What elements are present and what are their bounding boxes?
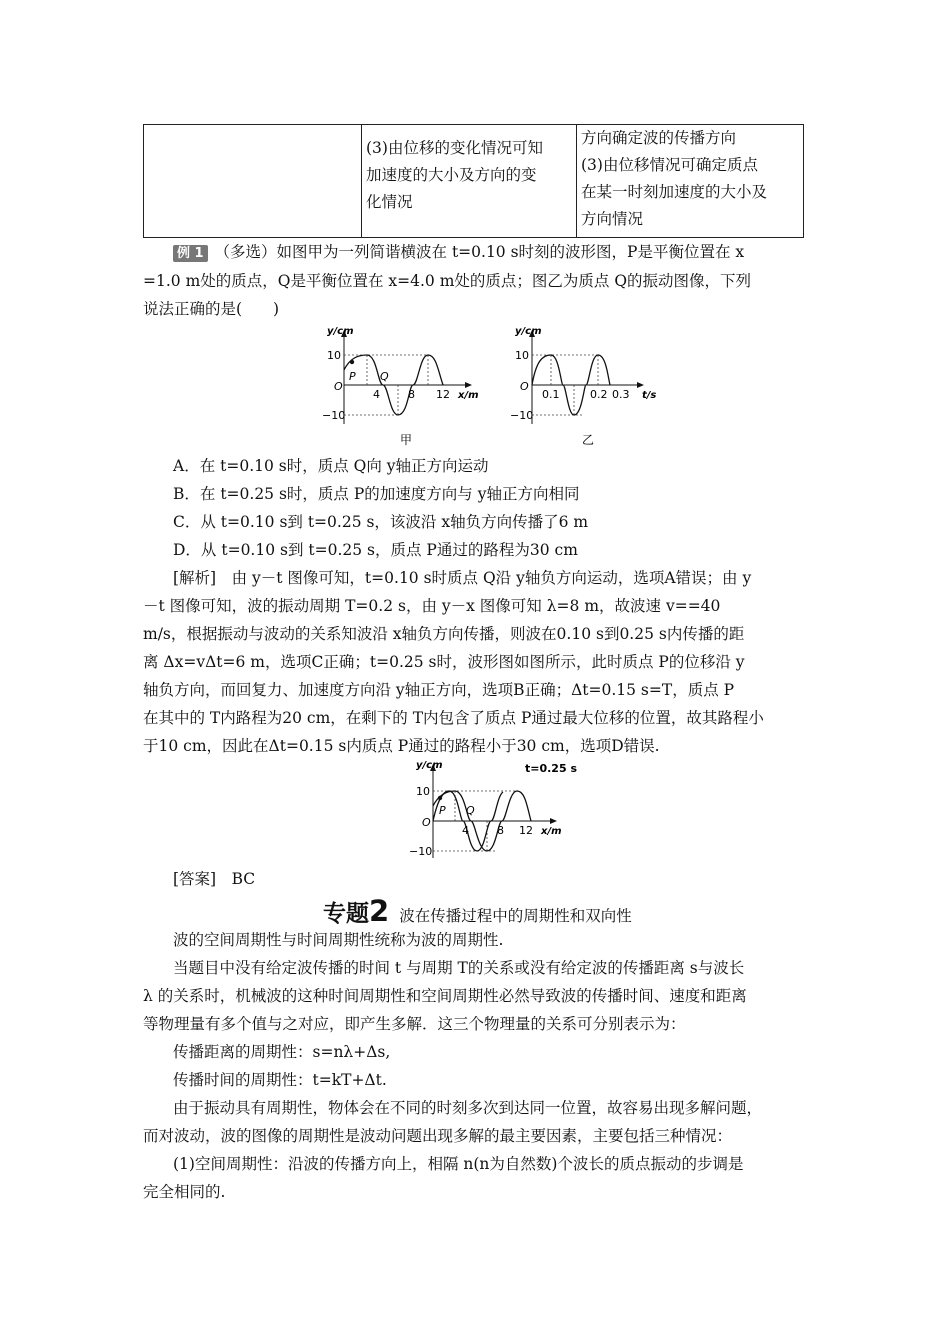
x-axis-label: x/m <box>458 390 479 401</box>
analysis-text: 在其中的 T内路程为20 cm，在剩下的 T内包含了质点 P通过最大位移的位置，故其路程小 <box>143 709 764 727</box>
option-d: D．从 t=0.10 s到 t=0.25 s，质点 P通过的路程为30 cm <box>173 541 578 559</box>
body-text: 由于振动具有周期性，物体会在不同的时刻多次到达同一位置，故容易出现多解问题， <box>173 1099 763 1117</box>
body-text: 当题目中没有给定波传播的时间 t 与周期 T的关系或没有给定波的传播距离 s与波长 <box>173 959 745 977</box>
example-text: 说法正确的是( ) <box>143 300 280 318</box>
figure-yi <box>508 322 668 450</box>
body-text: 等物理量有多个值与之对应，即产生多解．这三个物理量的关系可分别表示为： <box>143 1015 686 1033</box>
origin-label: O <box>422 816 431 829</box>
origin-label: O <box>334 380 343 393</box>
comparison-table <box>143 124 804 238</box>
analysis-text: 离 Δx=vΔt=6 m，选项C正确；t=0.25 s时，波形图如图所示，此时质点 P的位移沿 y <box>143 653 745 671</box>
origin-label: O <box>520 380 529 393</box>
table-cell-mid <box>362 125 577 238</box>
analysis-text: 于10 cm，因此在Δt=0.15 s内质点 P通过的路程小于30 cm，选项D错误. <box>143 737 660 755</box>
table-row <box>144 125 804 238</box>
x-axis-label: x/m <box>541 826 562 837</box>
example-tag: 例 1 <box>173 245 208 262</box>
example-text: （多选）如图甲为一列简谐横波在 t=0.10 s时刻的波形图，P是平衡位置在 x <box>214 243 745 261</box>
topic-title <box>323 894 632 928</box>
y-axis-label: y/cm <box>327 326 354 337</box>
body-text: (1)空间周期性：沿波的传播方向上，相隔 n(n为自然数)个波长的质点振动的步调是 <box>173 1155 744 1173</box>
topic-title-text: 波在传播过程中的周期性和双向性 <box>399 907 632 925</box>
point-p-dot <box>438 796 442 800</box>
x-tick-label: 12 <box>519 824 533 837</box>
body-text: 波的空间周期性与时间周期性统称为波的周期性. <box>173 931 504 949</box>
analysis-text: 轴负方向，而回复力、加速度方向沿 y轴正方向，选项B正确；Δt=0.15 s=T，质点 P <box>143 681 735 699</box>
x-tick-label: 12 <box>436 388 450 401</box>
option-c: C．从 t=0.10 s到 t=0.25 s，该波沿 x轴负方向传播了6 m <box>173 513 589 531</box>
analysis-text: [解析] 由 y－t 图像可知，t=0.10 s时质点 Q沿 y轴负方向运动，选项A错误；由 y <box>173 569 752 587</box>
figure-caption: 甲 <box>400 433 413 447</box>
x-tick-label: 4 <box>462 824 469 837</box>
point-p-label: P <box>349 370 356 383</box>
x-tick-label: 0.2 <box>590 388 608 401</box>
body-text: 完全相同的. <box>143 1183 226 1201</box>
y-tick-label: 10 <box>327 349 341 362</box>
figure-t025 <box>405 758 585 864</box>
analysis-text: －t 图像可知，波的振动周期 T=0.2 s，由 y－x 图像可知 λ=8 m，故波速 v==40 <box>143 597 721 615</box>
point-q-label: Q <box>380 370 389 383</box>
y-axis-label: y/cm <box>416 760 443 771</box>
table-text: (3)由位移情况可确定质点 <box>581 156 758 174</box>
option-a: A．在 t=0.10 s时，质点 Q向 y轴正方向运动 <box>173 457 489 475</box>
example-text: =1.0 m处的质点，Q是平衡位置在 x=4.0 m处的质点；图乙为质点 Q的振动图像，下列 <box>143 272 752 290</box>
y-tick-label: 10 <box>416 785 430 798</box>
y-tick-label: −10 <box>409 845 433 858</box>
x-tick-label: 4 <box>373 388 380 401</box>
example-first-line <box>173 242 744 262</box>
point-q-label: Q <box>466 804 475 817</box>
x-axis-arrow <box>637 382 644 388</box>
body-text: λ 的关系时，机械波的这种时间周期性和空间周期性必然导致波的传播时间、速度和距离 <box>143 987 747 1005</box>
table-text: 方向确定波的传播方向 <box>581 129 737 147</box>
time-annotation: t=0.25 s <box>525 762 577 775</box>
x-axis-arrow <box>550 818 557 824</box>
y-tick-label: 10 <box>515 349 529 362</box>
x-tick-label: 8 <box>497 824 504 837</box>
option-b: B．在 t=0.25 s时，质点 P的加速度方向与 y轴正方向相同 <box>173 485 580 503</box>
y-tick-label: −10 <box>510 409 534 422</box>
x-tick-label: 8 <box>408 388 415 401</box>
point-p-dot <box>350 360 354 364</box>
body-formula: 传播距离的周期性：s=nλ+Δs, <box>173 1043 391 1061</box>
y-axis-label: y/cm <box>515 326 542 337</box>
answer-line: [答案] BC <box>173 870 256 888</box>
topic-number: 2 <box>369 894 390 928</box>
topic-prefix: 专题 <box>323 901 369 927</box>
point-p-label: P <box>439 804 446 817</box>
table-text: (3)由位移的变化情况可知 <box>366 139 543 157</box>
x-tick-label: 0.1 <box>542 388 560 401</box>
table-cell-left <box>144 125 362 238</box>
body-text: 而对波动，波的图像的周期性是波动问题出现多解的最主要因素，主要包括三种情况： <box>143 1127 733 1145</box>
table-text: 加速度的大小及方向的变 <box>366 166 537 184</box>
x-tick-label: 0.3 <box>612 388 630 401</box>
figure-jia <box>320 322 490 450</box>
body-formula: 传播时间的周期性：t=kT+Δt. <box>173 1071 387 1089</box>
x-axis-arrow <box>465 382 472 388</box>
table-text: 化情况 <box>366 193 413 211</box>
figure-caption: 乙 <box>582 433 595 447</box>
analysis-text: m/s，根据振动与波动的关系知波沿 x轴负方向传播，则波在0.10 s到0.25 s内传播的距 <box>143 625 745 643</box>
table-text: 方向情况 <box>581 210 644 228</box>
x-axis-label: t/s <box>642 390 657 401</box>
table-cell-right <box>577 125 804 238</box>
y-tick-label: −10 <box>322 409 346 422</box>
table-text: 在某一时刻加速度的大小及 <box>581 183 768 201</box>
